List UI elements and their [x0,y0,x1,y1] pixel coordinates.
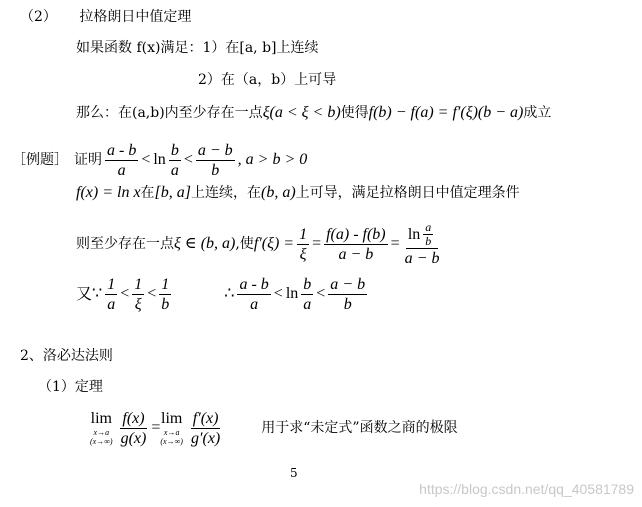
step1-line [76,184,520,202]
limit-subscript-2: (x→∞) [90,437,113,446]
section2-heading: 2、洛必达法则 [20,348,113,364]
section-title: 拉格朗日中值定理 [79,9,192,25]
denominator: g′(x) [190,429,221,447]
numerator: f(a) - f(b) [326,225,386,243]
closed-interval: [b, a] [154,184,191,201]
numerator: 1 [161,275,170,293]
condition-line-1: 如果函数 f(x)满足：1）在[a, b]上连续 [76,40,319,56]
rhs-numerator: a − b [197,141,233,159]
f-prime-xi: f′(ξ) = [253,235,295,252]
ln-text: ln [153,151,166,168]
denominator: g(x) [120,429,147,447]
denominator: ξ [134,295,142,313]
step1-text-1: 在 [140,185,155,201]
lt-sign: < [141,151,151,168]
numerator: a − b [330,275,366,293]
limit-operator [160,410,183,446]
inner-fraction [423,221,433,248]
numerator: f′(x) [192,409,219,427]
section-number: （2） [20,9,57,25]
derivative-ratio-fraction [189,409,222,448]
example-rhs-fraction [196,141,235,180]
one-over-b-fraction [159,275,171,314]
numerator: 1 [134,275,143,293]
open-interval: (b, a) [261,184,296,201]
lhs-denominator: a [117,161,126,179]
because-symbol: ∵ [92,285,103,302]
difference-quotient-fraction [324,225,388,264]
rhs-denominator: b [211,161,220,179]
fg-ratio-fraction [119,409,149,448]
xi-condition: (a < ξ < b) [269,104,341,121]
equals-sign: = [390,235,400,252]
step2-line [76,218,444,270]
lhs-numerator: a - b [107,141,137,159]
inner-numerator: a [425,219,432,234]
one-over-xi-fraction [297,225,309,264]
denominator: b [161,295,170,313]
limit-operator [90,410,113,446]
example-lhs-fraction [105,141,138,180]
denominator: b [343,295,352,313]
denominator: a − b [404,249,440,267]
numerator: b [303,275,312,293]
numerator [406,221,438,249]
page-number: 5 [290,466,298,480]
example-mid-fraction [169,141,181,180]
log-quotient-fraction [403,221,442,268]
lt-sign: < [183,151,193,168]
ln-text: ln [407,225,421,243]
lim-word: lim [161,410,183,427]
conclusion-mid: 使得 [340,105,369,121]
conclusion-prefix: 那么：在(a,b)内至少存在一点 [76,105,263,121]
condition-line-2: 2）在（a，b）上可导 [198,72,337,88]
conclusion-line [76,104,551,122]
equals-sign: = [312,235,322,252]
step3-you: 又 [76,284,93,303]
one-over-a-fraction [105,275,117,314]
mid-denominator: a [170,161,179,179]
inner-denominator: b [425,233,432,248]
example-condition: , a > b > 0 [237,151,308,168]
conclusion-suffix: 成立 [523,105,552,121]
numerator: 1 [299,225,308,243]
limit-subscript-2: (x→∞) [160,437,183,446]
step2-prefix: 则至少存在一点 [76,236,174,252]
lhopital-note: 用于求“未定式”函数之商的极限 [261,420,458,436]
numerator: 1 [107,275,116,293]
example-tag: ［例题］ [12,152,68,168]
mid-numerator: b [170,141,179,159]
section2-subheading: （1）定理 [38,379,103,395]
conclusion-lhs-fraction [237,275,270,314]
step1-text-2: 上连续，在 [191,185,261,201]
xi-membership: ξ ∈ (b, a) [174,235,236,252]
limit-subscript-1: x→a [93,428,110,437]
conclusion-mid-fraction [301,275,313,314]
mean-value-formula: f(b) − f(a) = f′(ξ)(b − a) [368,104,524,121]
denominator: a [303,295,312,313]
step1-text-3: 上可导，满足拉格朗日中值定理条件 [295,185,520,201]
numerator: f(x) [122,409,145,427]
example-prove: 证明 [74,152,102,168]
example-line [12,140,307,180]
function-definition: f(x) = ln x [76,184,141,201]
denominator: a [250,295,259,313]
equals-sign: = [151,419,161,436]
step2-mid: ,使 [235,236,254,252]
conclusion-rhs-fraction [328,275,367,314]
watermark: https://blog.csdn.net/qq_40581789 [419,481,634,497]
lim-word: lim [90,410,112,427]
lhopital-formula [90,405,458,451]
step3-line: 又 ∵ $\frac{1}{a}$ < $\frac{1}{\xi}$ < $\frac{1}{b}$ ∴ $\frac{a - b}{a}$ < ln $\frac{b}{a}$ < $\frac{a - b}{b}$ [76,275,366,313]
denominator: a [107,295,116,313]
denominator: a − b [338,245,374,263]
limit-subscript-1: x→a [163,428,180,437]
xi-symbol: ξ [262,104,270,121]
numerator: a - b [239,275,269,293]
section-heading [20,8,191,26]
one-over-xi-fraction [132,275,144,314]
denominator: ξ [299,245,307,263]
therefore-symbol: ∴ [224,285,235,302]
